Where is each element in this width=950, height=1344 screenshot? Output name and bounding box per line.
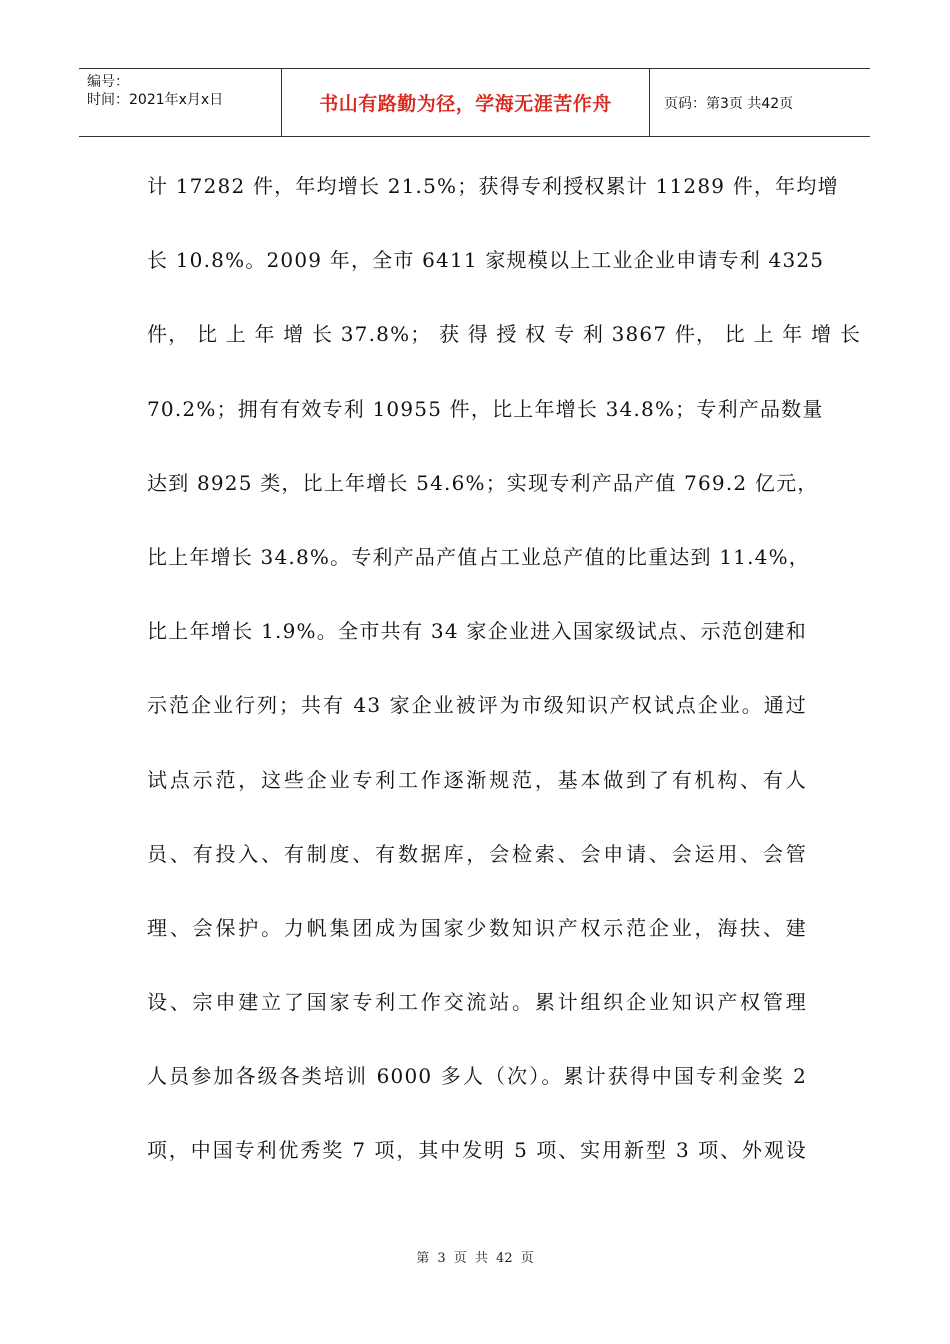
body-line: 达到 8925 类，比上年增长 54.6%；实现专利产品产值 769.2 亿元， [147,470,819,495]
body-line: 计 17282 件，年均增长 21.5%；获得专利授权累计 11289 件，年均增 [147,174,839,198]
page-footer: 第 3 页 共 42 页 [416,1251,534,1266]
body-line: 设、宗申建立了国家专利工作交流站。累计组织企业知识产权管理 [147,990,807,1015]
document-header [79,68,870,137]
body-line: 示范企业行列；共有 43 家企业被评为市级知识产权试点企业。通过 [147,693,807,718]
body-line: 员、有投入、有制度、有数据库，会检索、会申请、会运用、会管 [147,841,807,866]
body-line: 比上年增长 34.8%。专利产品产值占工业总产值的比重达到 11.4%， [147,544,810,569]
body-line: 人员参加各级各类培训 6000 多人（次）。累计获得中国专利金奖 2 [147,1064,807,1089]
body-line: 比上年增长 1.9%。全市共有 34 家企业进入国家级试点、示范创建和 [147,619,807,644]
body-line: 70.2%；拥有有效专利 10955 件，比上年增长 34.8%；专利产品数量 [147,396,824,421]
time-label: 时间：2021年x月x日 [87,92,224,108]
body-line: 长 10.8%。2009 年，全市 6411 家规模以上工业企业申请专利 4325 [147,248,825,273]
body-line: 理、会保护。力帆集团成为国家少数知识产权示范企业，海扶、建 [147,915,807,940]
body-line: 试点示范，这些企业专利工作逐渐规范，基本做到了有机构、有人 [147,767,807,792]
number-label: 编号： [87,74,129,90]
body-line: 件， 比 上 年 增 长 37.8%； 获 得 授 权 专 利 3867 件， 比 上 年 增 长 [147,322,862,347]
body-paragraph [147,160,862,1199]
header-motto: 书山有路勤为径，学海无涯苦作舟 [282,69,650,136]
header-page-info: 页码：第3页 共42页 [664,95,794,112]
header-meta-cell [79,69,282,136]
body-line: 项，中国专利优秀奖 7 项，其中发明 5 项、实用新型 3 项、外观设 [147,1138,807,1163]
